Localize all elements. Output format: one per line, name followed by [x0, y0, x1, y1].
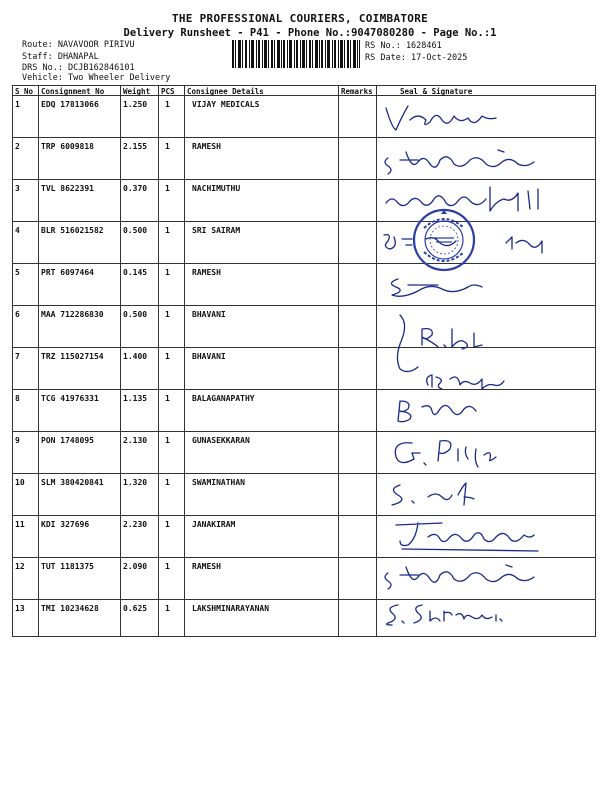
row-weight: 0.625	[123, 604, 148, 613]
row-sno: 3	[15, 184, 20, 193]
col-header-weight: Weight	[123, 87, 151, 96]
row-pcs: 1	[165, 562, 170, 571]
row-consignment: MAA 712286830	[41, 310, 104, 319]
signature-row-7-extra	[378, 365, 588, 393]
row-consignee: VIJAY MEDICALS	[192, 100, 260, 109]
signature-row-3	[378, 181, 588, 219]
signature-row-13	[378, 599, 588, 633]
rs-number: RS No.: 1628461	[365, 41, 442, 51]
row-pcs: 1	[165, 268, 170, 277]
row-pcs: 1	[165, 478, 170, 487]
row-consignee: RAMESH	[192, 268, 221, 277]
row-consignment: TMI 10234628	[41, 604, 99, 613]
signature-row-11	[378, 517, 588, 555]
row-weight: 2.090	[123, 562, 148, 571]
row-weight: 1.320	[123, 478, 148, 487]
row-pcs: 1	[165, 394, 170, 403]
row-sno: 5	[15, 268, 20, 277]
row-sno: 13	[15, 604, 25, 613]
col-header-consignment: Consignment No	[41, 87, 105, 96]
col-header-pcs: PCS	[161, 87, 175, 96]
row-weight: 0.500	[123, 310, 148, 319]
row-consignment: SLM 380420841	[41, 478, 104, 487]
signature-row-1	[378, 98, 588, 136]
row-weight: 0.500	[123, 226, 148, 235]
row-consignee: JANAKIRAM	[192, 520, 236, 529]
row-sno: 7	[15, 352, 20, 361]
signature-row-9	[378, 433, 588, 471]
row-pcs: 1	[165, 226, 170, 235]
row-sno: 12	[15, 562, 25, 571]
row-consignment: BLR 516021582	[41, 226, 104, 235]
company-title: THE PROFESSIONAL COURIERS, COIMBATORE	[171, 12, 429, 25]
row-sno: 6	[15, 310, 20, 319]
col-header-seal: Seal & Signature	[400, 87, 473, 96]
row-consignee: RAMESH	[192, 142, 221, 151]
row-consignment: KDI 327696	[41, 520, 90, 529]
staff-label: Staff: DHANAPAL	[22, 52, 99, 62]
row-consignee: NACHIMUTHU	[192, 184, 241, 193]
row-consignee: SRI SAIRAM	[192, 226, 241, 235]
row-weight: 1.400	[123, 352, 148, 361]
row-consignee: RAMESH	[192, 562, 221, 571]
row-pcs: 1	[165, 142, 170, 151]
row-consignment: TRZ 115027154	[41, 352, 104, 361]
row-consignee: GUNASEKKARAN	[192, 436, 250, 445]
row-consignment: PON 1748095	[41, 436, 94, 445]
row-weight: 2.230	[123, 520, 148, 529]
signature-row-2	[378, 140, 588, 178]
row-sno: 11	[15, 520, 25, 529]
col-header-consignee: Consignee Details	[187, 87, 264, 96]
signature-row-10	[378, 475, 588, 513]
row-pcs: 1	[165, 520, 170, 529]
row-weight: 0.145	[123, 268, 148, 277]
signature-row-8	[378, 391, 588, 429]
row-sno: 8	[15, 394, 20, 403]
rs-date: RS Date: 17-Oct-2025	[365, 53, 468, 63]
row-consignment: TRP 6009818	[41, 142, 94, 151]
row-sno: 2	[15, 142, 20, 151]
row-sno: 1	[15, 100, 20, 109]
signature-row-12	[378, 559, 588, 597]
row-pcs: 1	[165, 604, 170, 613]
col-header-sno: S No	[15, 87, 34, 96]
row-consignee: BHAVANI	[192, 310, 226, 319]
runsheet-subtitle: Delivery Runsheet - P41 - Phone No.:9047080280 - Page No.:1	[123, 27, 497, 39]
row-pcs: 1	[165, 352, 170, 361]
agency-stamp-icon	[412, 208, 476, 272]
route-label: Route: NAVAVOOR PIRIVU	[22, 40, 135, 50]
barcode-icon	[232, 40, 360, 68]
row-consignee: SWAMINATHAN	[192, 478, 245, 487]
row-pcs: 1	[165, 184, 170, 193]
signature-row-5	[378, 265, 588, 303]
row-weight: 2.155	[123, 142, 148, 151]
row-consignment: TUT 1181375	[41, 562, 94, 571]
row-consignee: BALAGANAPATHY	[192, 394, 255, 403]
row-consignee: LAKSHMINARAYANAN	[192, 604, 270, 613]
row-pcs: 1	[165, 436, 170, 445]
row-consignee: BHAVANI	[192, 352, 226, 361]
row-consignment: PRT 6097464	[41, 268, 94, 277]
row-pcs: 1	[165, 100, 170, 109]
row-weight: 1.135	[123, 394, 148, 403]
row-sno: 10	[15, 478, 25, 487]
row-sno: 9	[15, 436, 20, 445]
drs-label: DRS No.: DCJB162846101	[22, 63, 135, 73]
row-weight: 1.250	[123, 100, 148, 109]
signature-row-4	[378, 223, 588, 261]
row-pcs: 1	[165, 310, 170, 319]
col-header-remarks: Remarks	[341, 87, 373, 96]
vehicle-label: Vehicle: Two Wheeler Delivery	[22, 73, 171, 83]
row-sno: 4	[15, 226, 20, 235]
row-weight: 2.130	[123, 436, 148, 445]
row-weight: 0.370	[123, 184, 148, 193]
row-consignment: TVL 8622391	[41, 184, 94, 193]
row-consignment: TCG 41976331	[41, 394, 99, 403]
row-consignment: EDQ 17813066	[41, 100, 99, 109]
